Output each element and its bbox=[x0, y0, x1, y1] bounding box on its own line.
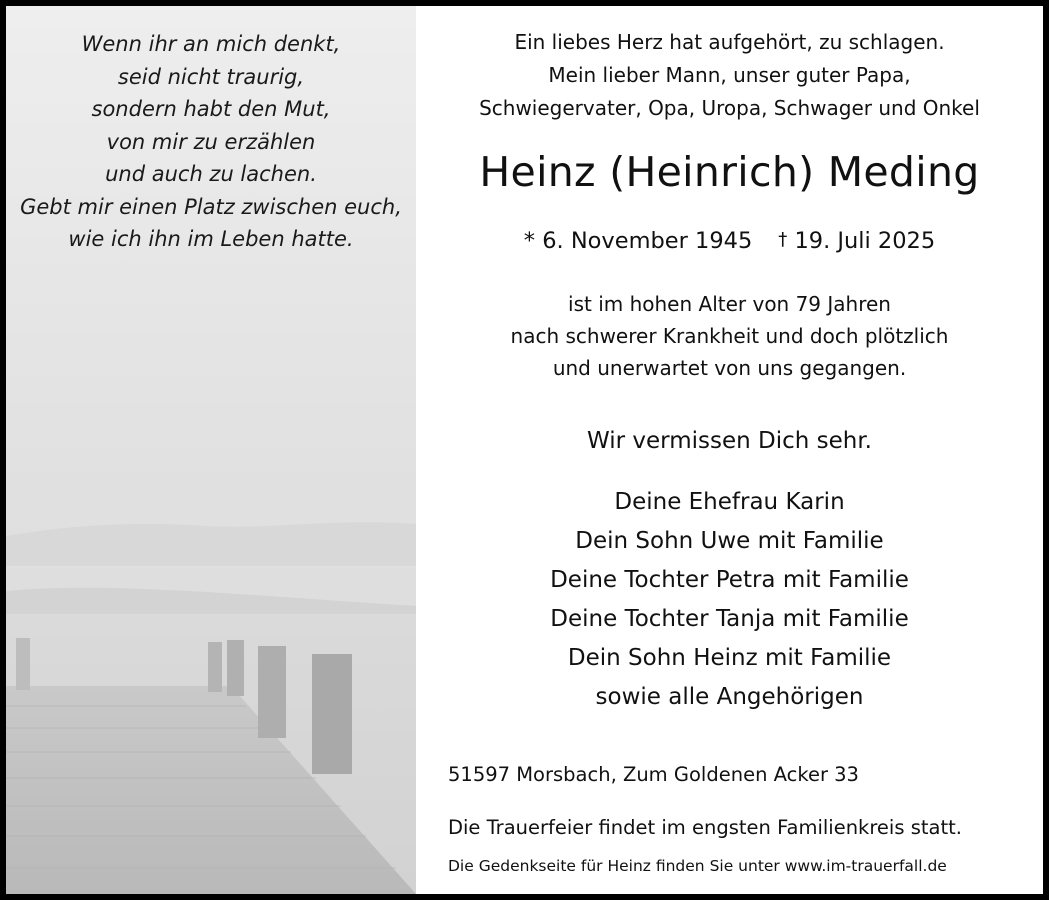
poem-line: sondern habt den Mut, bbox=[91, 97, 331, 121]
photo-panel bbox=[6, 6, 416, 894]
memorial-note: Die Gedenkseite für Heinz finden Sie unter www.im-trauerfall.de bbox=[448, 857, 947, 875]
death-date: 19. Juli 2025 bbox=[794, 228, 936, 254]
intro-line: Ein liebes Herz hat aufgehört, zu schlagen. bbox=[514, 30, 945, 54]
miss-you-line: Wir vermissen Dich sehr. bbox=[586, 428, 872, 454]
poem-line: und auch zu lachen. bbox=[105, 162, 317, 186]
family-member: Deine Ehefrau Karin bbox=[614, 489, 845, 515]
family-member: Dein Sohn Heinz mit Familie bbox=[567, 645, 892, 671]
notice-text-column bbox=[416, 6, 1043, 894]
deceased-name: Heinz (Heinrich) Meding bbox=[479, 148, 980, 196]
poem bbox=[6, 28, 416, 256]
poem-line: Wenn ihr an mich denkt, bbox=[81, 32, 341, 56]
family-member: sowie alle Angehörigen bbox=[595, 684, 864, 710]
birth-date: * 6. November 1945 bbox=[523, 228, 753, 254]
announcement-line: ist im hohen Alter von 79 Jahren bbox=[568, 292, 891, 316]
obituary-notice bbox=[6, 6, 1043, 894]
family-member: Dein Sohn Uwe mit Familie bbox=[575, 528, 884, 554]
announcement-line: und unerwartet von uns gegangen. bbox=[552, 356, 907, 380]
funeral-note: Die Trauerfeier findet im engsten Familienkreis statt. bbox=[448, 816, 962, 839]
intro-line: Mein lieber Mann, unser guter Papa, bbox=[548, 63, 911, 87]
poem-line: wie ich ihn im Leben hatte. bbox=[68, 227, 354, 251]
family-member: Deine Tochter Tanja mit Familie bbox=[550, 606, 909, 632]
family-member: Deine Tochter Petra mit Familie bbox=[550, 567, 909, 593]
life-dates bbox=[416, 228, 1043, 254]
poem-line: von mir zu erzählen bbox=[106, 129, 316, 154]
poem-line: seid nicht traurig, bbox=[117, 64, 305, 89]
announcement-line: nach schwerer Krankheit und doch plötzlich bbox=[510, 324, 949, 348]
intro-line: Schwiegervater, Opa, Uropa, Schwager und Onkel bbox=[479, 96, 980, 120]
cross-symbol: † bbox=[778, 229, 788, 250]
address: 51597 Morsbach, Zum Goldenen Acker 33 bbox=[448, 763, 859, 786]
poem-line: Gebt mir einen Platz zwischen euch, bbox=[20, 194, 402, 219]
